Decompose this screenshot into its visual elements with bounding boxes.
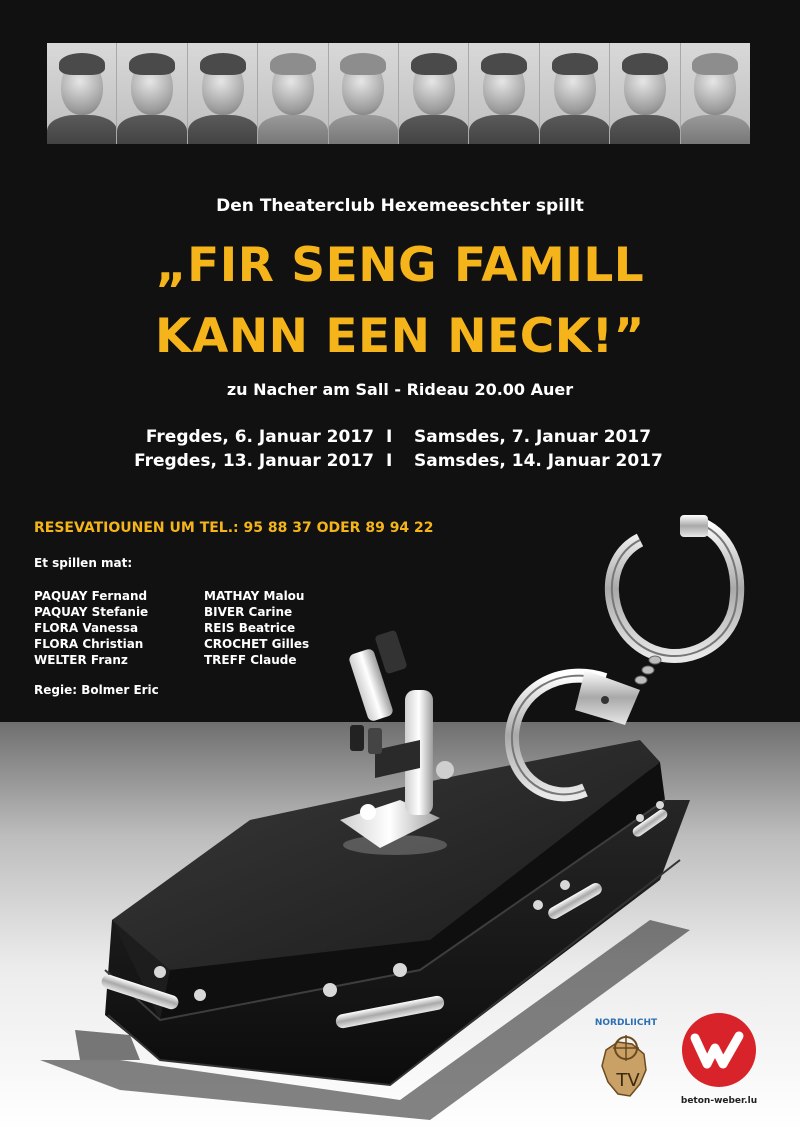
intro-line: Den Theaterclub Hexemeeschter spillt xyxy=(216,196,584,216)
beton-weber-caption: beton-weber.lu xyxy=(680,1096,758,1106)
cast-photo-hair xyxy=(481,53,527,75)
cast-photo xyxy=(540,43,610,144)
cast-photo-hair xyxy=(129,53,175,75)
title-line-2: KANN EEN NECK!” xyxy=(155,309,645,364)
cast-member: PAQUAY Stefanie xyxy=(34,605,149,619)
cast-member: WELTER Franz xyxy=(34,653,128,667)
scene-illustration xyxy=(0,500,800,1130)
date-separator: I xyxy=(386,451,393,471)
cast-member: BIVER Carine xyxy=(204,605,293,619)
cast-photo-strip xyxy=(47,43,750,144)
cast-photo-shoulders xyxy=(540,115,610,144)
cast-photo xyxy=(188,43,258,144)
cast-photo-shoulders xyxy=(117,115,187,144)
cast-label: Et spillen mat: xyxy=(34,556,133,570)
cast-photo-shoulders xyxy=(47,115,117,144)
cast-photo xyxy=(258,43,328,144)
cast-member: CROCHET Gilles xyxy=(204,637,310,651)
title-line-1: „FIR SENG FAMILL xyxy=(155,238,645,293)
cast-photo xyxy=(399,43,469,144)
cast-photo xyxy=(47,43,117,144)
cast-photo-hair xyxy=(340,53,386,75)
cast-photo xyxy=(681,43,750,144)
cast-photo-hair xyxy=(692,53,738,75)
nordliicht-tv-text: TV xyxy=(616,1070,640,1091)
venue-line: zu Nacher am Sall - Rideau 20.00 Auer xyxy=(226,380,574,399)
cast-photo xyxy=(117,43,187,144)
cast-photo-hair xyxy=(622,53,668,75)
cast-member: FLORA Christian xyxy=(34,637,144,651)
cast-member: REIS Beatrice xyxy=(204,621,296,635)
cast-photo xyxy=(610,43,680,144)
cast-member: TREFF Claude xyxy=(204,653,297,667)
cast-photo-shoulders xyxy=(469,115,539,144)
cast-member: PAQUAY Fernand xyxy=(34,589,148,603)
cast-photo-shoulders xyxy=(258,115,328,144)
date-saturday: Samsdes, 7. Januar 2017 xyxy=(414,427,652,447)
date-separator: I xyxy=(386,427,393,447)
cast-photo-hair xyxy=(552,53,598,75)
cast-photo-shoulders xyxy=(610,115,680,144)
cast-photo-hair xyxy=(411,53,457,75)
cast-member: FLORA Vanessa xyxy=(34,621,139,635)
cast-photo xyxy=(469,43,539,144)
cast-photo-shoulders xyxy=(399,115,469,144)
cast-photo-shoulders xyxy=(681,115,750,144)
cast-photo-hair xyxy=(270,53,316,75)
cast-member: MATHAY Malou xyxy=(204,589,305,603)
nordliicht-arc-text: NORDLIICHT xyxy=(594,1018,658,1028)
beton-weber-logo xyxy=(681,1012,757,1088)
date-friday: Fregdes, 13. Januar 2017 xyxy=(134,451,374,471)
reservation-phone: RESEVATIOUNEN UM TEL.: 95 88 37 ODER 89 94 22 xyxy=(34,520,434,536)
date-saturday: Samsdes, 14. Januar 2017 xyxy=(414,451,663,471)
cast-photo-hair xyxy=(59,53,105,75)
cast-photo xyxy=(329,43,399,144)
cast-photo-shoulders xyxy=(188,115,258,144)
cast-photo-hair xyxy=(200,53,246,75)
director-credit: Regie: Bolmer Eric xyxy=(34,683,159,697)
date-friday: Fregdes, 6. Januar 2017 xyxy=(145,427,374,447)
nordliicht-tv-logo xyxy=(588,1010,664,1102)
cast-photo-shoulders xyxy=(329,115,399,144)
